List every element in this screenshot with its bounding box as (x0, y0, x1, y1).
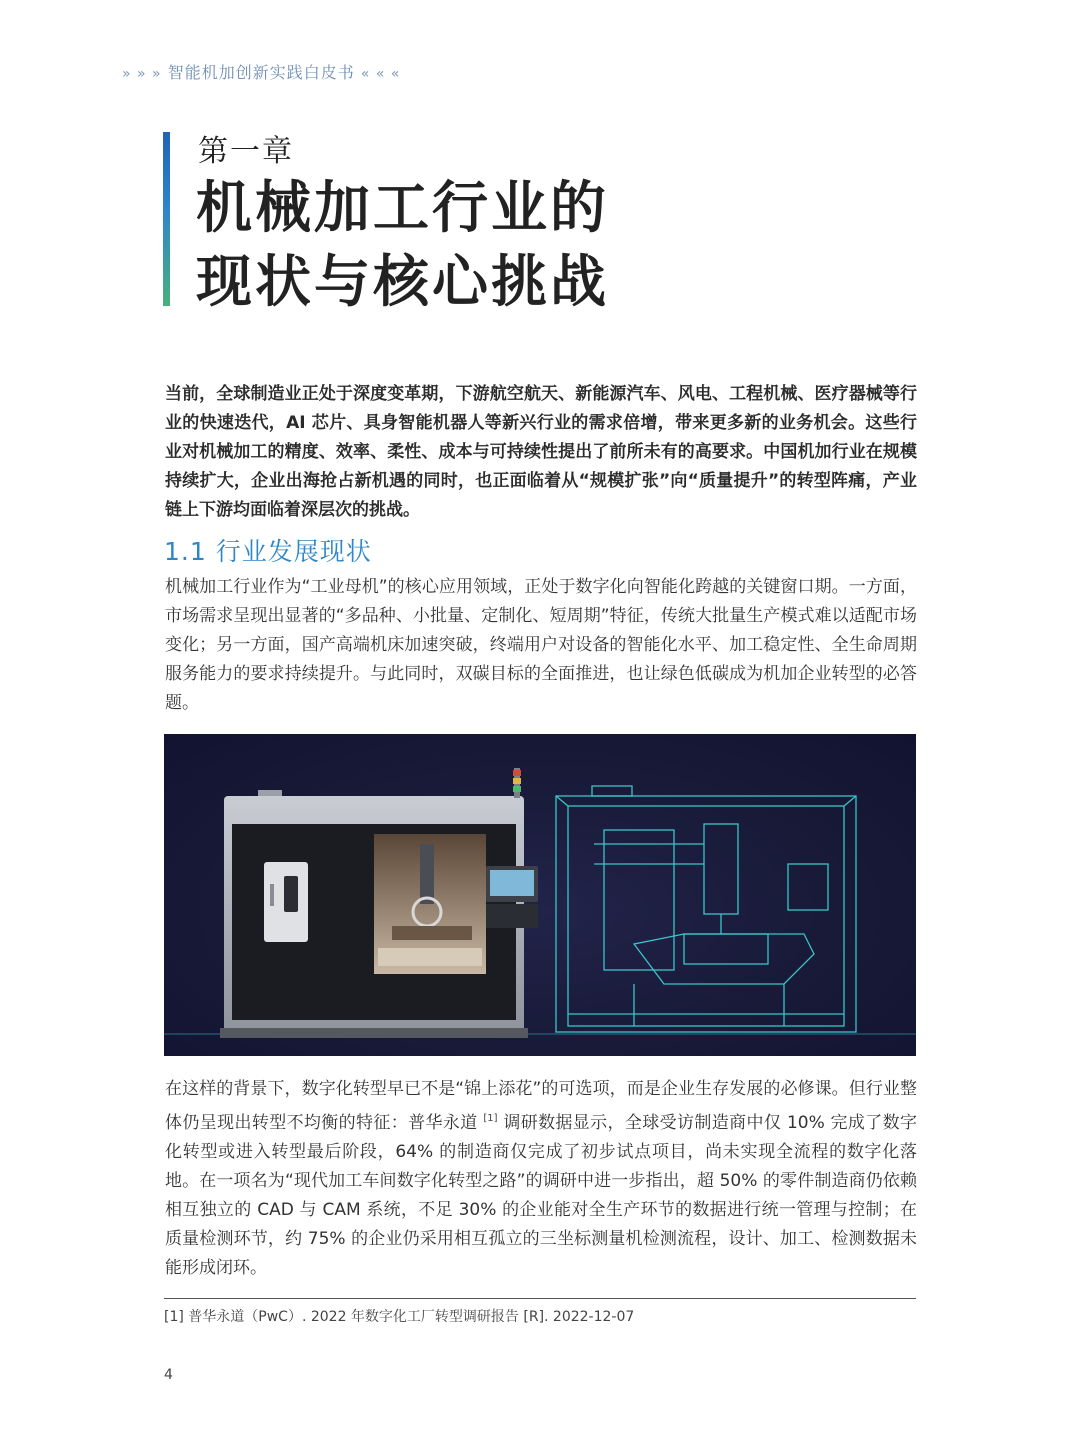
machine-illustration-svg (164, 734, 916, 1056)
cnc-machine (220, 768, 538, 1038)
section-paragraph-2-part-a: 在这样的背景下，数字化转型早已不是“锦上添花”的可选项，而是企业生存发展的必修课。但行业整体仍呈现出转型不均衡的特征：普华永道 (165, 1079, 917, 1133)
section-paragraph-2-part-b: 调研数据显示，全球受访制造商中仅 10% 完成了数字化转型或进入转型最后阶段，64% 的制造商仅完成了初步试点项目，尚未实现全流程的数字化落地。在一项名为“现代加工车间数字化转型之路”的调研中进一步指出，超 50% 的零件制造商仍依赖相互独立的 CAD 与 CAM 系统，不足 30% 的企业能对全生产环节的数据进行统一管理与控制；在质量检测环节，约 75% 的企业仍采用相互孤立的三坐标测量机检测流程，设计、加工、检测数据未能形成闭环。 (165, 1113, 918, 1278)
footnote-reference[interactable]: [1] (483, 1113, 498, 1124)
header-suffix: « « « (360, 66, 401, 82)
page-number: 4 (164, 1367, 173, 1383)
section-paragraph-2 (165, 1075, 917, 1283)
footnote: [1] 普华永道（PwC）. 2022 年数字化工厂转型调研报告 [R]. 2022-12-07 (164, 1309, 635, 1325)
footnote-divider (164, 1298, 916, 1299)
chapter-title-line2: 现状与核心挑战 (196, 250, 609, 315)
header-title: 智能机加创新实践白皮书 (167, 63, 355, 82)
chapter-title-line1: 机械加工行业的 (196, 176, 609, 241)
section-heading: 1.1 行业发展现状 (164, 537, 372, 566)
running-header (122, 60, 400, 83)
section-paragraph-1: 机械加工行业作为“工业母机”的核心应用领域，正处于数字化向智能化跨越的关键窗口期。一方面，市场需求呈现出显著的“多品种、小批量、定制化、短周期”特征，传统大批量生产模式难以适配市场变化；另一方面，国产高端机床加速突破，终端用户对设备的智能化水平、加工稳定性、全生命周期服务能力的要求持续提升。与此同时，双碳目标的全面推进，也让绿色低碳成为机加企业转型的必答题。 (165, 577, 917, 713)
machine-illustration (164, 734, 916, 1056)
chapter-title (196, 172, 609, 320)
intro-paragraph: 当前，全球制造业正处于深度变革期，下游航空航天、新能源汽车、风电、工程机械、医疗器械等行业的快速迭代，AI 芯片、具身智能机器人等新兴行业的需求倍增，带来更多新的业务机会。这些行业对机械加工的精度、效率、柔性、成本与可持续性提出了前所未有的高要求。中国机加行业在规模持续扩大，企业出海抢占新机遇的同时，也正面临着从“规模扩张”向“质量提升”的转型阵痛，产业链上下游均面临着深层次的挑战。 (165, 384, 917, 520)
digital-twin-wireframe (556, 786, 856, 1032)
chapter-label: 第一章 (198, 134, 294, 169)
chapter-accent-bar (163, 132, 170, 306)
header-prefix: » » » (122, 66, 162, 82)
